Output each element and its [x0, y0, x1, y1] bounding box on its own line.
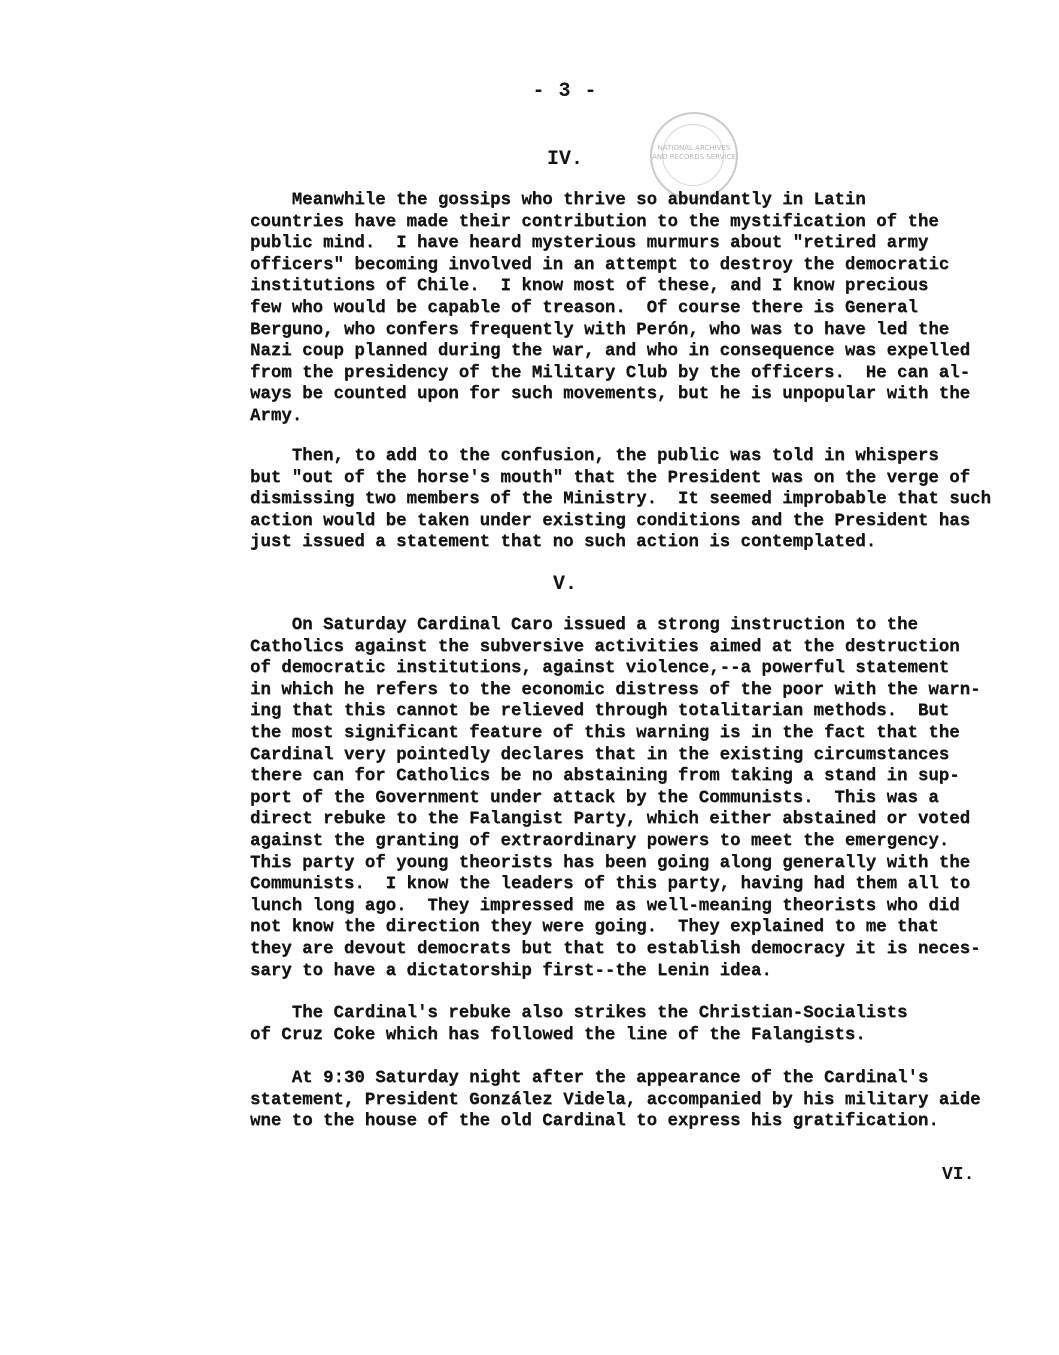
- next-section-marker: VI.: [942, 1165, 975, 1185]
- paragraph-cardinal-rebuke: The Cardinal's rebuke also strikes the Christian-Socialists of Cruz Coke which has followed the line of the Falangists.: [250, 1004, 908, 1045]
- paragraph-gossips: Meanwhile the gossips who thrive so abundantly in Latin countries have made their contribution to the mystification of the public mind. I have heard mysterious murmurs about "retired army officers" becoming involved in an attempt to destroy the democratic institutions of Chile. I know most of these, and I know precious few who would be capable of treason. Of course there is General Berguno, who confers frequently with Perón, who was to have led the Nazi coup planned during the war, and who in consequence was expelled from the presidency of the Military Club by the officers. He can al- ways be counted upon for such movements, but he is unpopular with the Army.: [250, 191, 971, 426]
- section-heading-iv: IV.: [546, 148, 583, 171]
- archive-stamp-text: NATIONAL ARCHIVES AND RECORDS SERVICE: [652, 144, 736, 161]
- paragraph-confusion: Then, to add to the confusion, the public was told in whispers but "out of the horse's mouth" that the President was on the verge of dismissing two members of the Ministry. It seemed improbable that such action would be taken under existing conditions and the President has just issued a statement that no such action is contemplated.: [250, 447, 991, 553]
- paragraph-president-visit: At 9:30 Saturday night after the appearance of the Cardinal's statement, President González Videla, accompanied by his military aide wne to the house of the old Cardinal to express his gratification.: [250, 1069, 981, 1132]
- paragraph-cardinal-caro: On Saturday Cardinal Caro issued a strong instruction to the Catholics against the subversive activities aimed at the destruction of democratic institutions, against violence,--a powerful statement in which he refers to the economic distress of the poor with the warn- ing that this cannot be relieved through totalitarian methods. But the most significant feature of this warning is in the fact that the Cardinal very pointedly declares that in the existing circumstances there can for Catholics be no abstaining from taking a stand in sup- port of the Government under attack by the Communists. This was a direct rebuke to the Falangist Party, which either abstained or voted against the granting of extraordinary powers to meet the emergency. This party of young theorists has been going along generally with the Communists. I know the leaders of this party, having had them all to lunch long ago. They impressed me as well-meaning theorists who did not know the direction they were going. They explained to me that they are devout democrats but that to establish democracy it is neces- sary to have a dictatorship first--the Lenin idea.: [250, 616, 981, 981]
- page-number: - 3 -: [532, 80, 598, 103]
- section-heading-v: V.: [552, 573, 577, 596]
